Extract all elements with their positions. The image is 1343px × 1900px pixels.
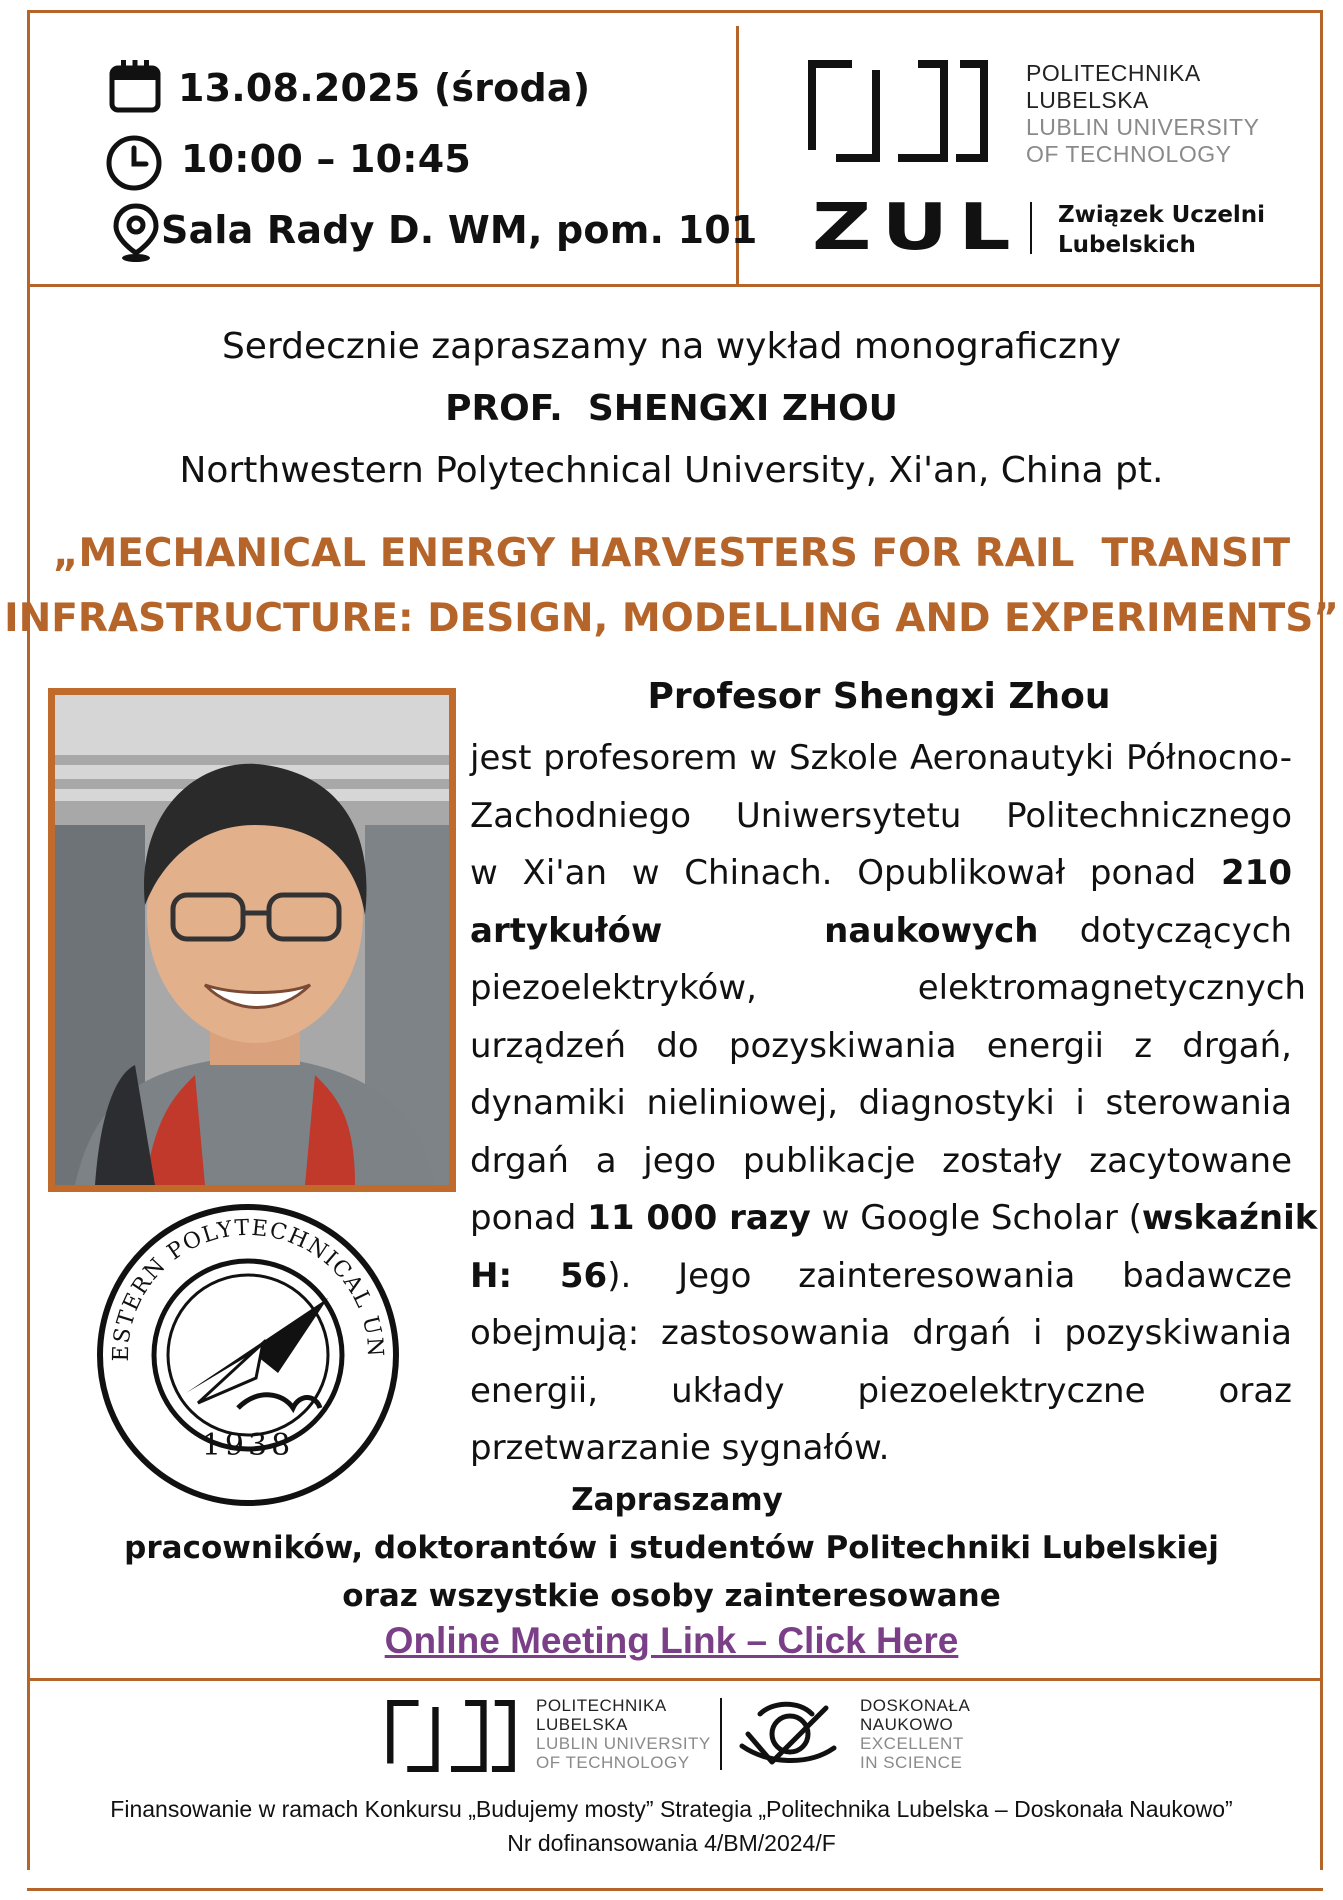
funding-line-2: Nr dofinansowania 4/BM/2024/F [507, 1830, 836, 1856]
speaker-name: PROF. SHENGXI ZHOU [445, 388, 898, 429]
zul-logo-text: Związek Uczelni Lubelskich [1058, 202, 1266, 258]
event-time: 10:00 – 10:45 [181, 137, 471, 181]
header-divider-line [27, 284, 1323, 287]
bio-line-9: ponad 11 000 razy w Google Scholar (wskaźnik [470, 1198, 1318, 1238]
footer-pl-logo-mark [384, 1700, 518, 1776]
speaker-photo [48, 688, 456, 1192]
bio-line-7: dynamiki nieliniowej, diagnostyki i sterowania [470, 1083, 1292, 1123]
footer-logo-separator [720, 1698, 722, 1770]
location-pin-icon [112, 203, 160, 265]
bio-line-12: energii, układy piezoelektryczne oraz [470, 1370, 1292, 1411]
top-border-line [27, 10, 1323, 13]
bio-heading: Profesor Shengxi Zhou [647, 676, 1111, 717]
bio-line-11: obejmują: zastosowania drgań i pozyskiwania [470, 1313, 1292, 1353]
invite-intro: Serdecznie zapraszamy na wykład monograficzny [221, 326, 1122, 367]
bio-line-1: jest profesorem w Szkole Aeronautyki Północno- [470, 738, 1292, 778]
speaker-affiliation: Northwestern Polytechnical University, Xi'an, China pt. [179, 450, 1164, 491]
invitation-zapraszamy: Zapraszamy [571, 1482, 783, 1518]
footer-pl-logo-text: POLITECHNIKA LUBELSKA LUBLIN UNIVERSITY OF TECHNOLOGY [536, 1696, 711, 1772]
bio-line-2: Zachodniego Uniwersytetu Politechnicznego [470, 795, 1292, 836]
funding-line-1: Finansowanie w ramach Konkursu „Budujemy mosty” Strategia „Politechnika Lubelska – Doskonała Naukowo” [110, 1796, 1233, 1822]
bio-line-6: urządzeń do pozyskiwania energii z drgań, [470, 1025, 1292, 1066]
lecture-title-line-2: INFRASTRUCTURE: DESIGN, MODELLING AND EXPERIMENTS” [4, 596, 1339, 641]
bio-line-4: artykułów naukowych dotyczących [470, 910, 1292, 951]
doskonala-naukowo-logo-text: DOSKONAŁA NAUKOWO EXCELLENT IN SCIENCE [860, 1696, 971, 1772]
svg-text:NORTHWESTERN POLYTECHNICAL UNI: ESTERN POLYTECHNICAL UN [108, 1215, 388, 1362]
politechnika-lubelska-logo-mark [806, 60, 990, 166]
event-location: Sala Rady D. WM, pom. 101 [161, 208, 758, 252]
doskonala-naukowo-logo-mark [738, 1694, 838, 1778]
bio-line-3: w Xi'an w Chinach. Opublikował ponad 210 [470, 853, 1292, 893]
bottom-border-line [27, 1888, 1323, 1891]
nwpu-seal-logo [88, 1203, 408, 1512]
bio-line-8: drgań a jego publikacje zostały zacytowane [470, 1140, 1292, 1181]
zul-logo-mark: ZUL [812, 191, 1021, 265]
clock-icon [104, 133, 164, 193]
zul-logo-separator [1030, 202, 1032, 254]
online-link-wrapper [0, 1620, 1343, 1662]
invitation-audience: pracowników, doktorantów i studentów Politechniki Lubelskiej [124, 1530, 1219, 1566]
bio-line-10: H: 56). Jego zainteresowania badawcze [470, 1255, 1293, 1296]
invitation-everyone: oraz wszystkie osoby zainteresowane [342, 1578, 1001, 1614]
calendar-icon [108, 58, 162, 114]
bio-line-5: piezoelektryków, elektromagnetycznych [470, 968, 1306, 1008]
lecture-title-line-1: „MECHANICAL ENERGY HARVESTERS FOR RAIL TRANSIT [52, 531, 1291, 576]
politechnika-lubelska-logo-text: POLITECHNIKA LUBELSKA LUBLIN UNIVERSITY OF TECHNOLOGY [1026, 60, 1260, 167]
event-date: 13.08.2025 (środa) [178, 66, 591, 110]
online-meeting-link[interactable]: Online Meeting Link – Click Here [384, 1620, 959, 1661]
bio-line-13: przetwarzanie sygnałów. [470, 1428, 890, 1468]
footer-divider-line [27, 1678, 1323, 1681]
bio-text [470, 730, 1318, 1478]
svg-text:1938: 1938 [201, 1428, 295, 1463]
